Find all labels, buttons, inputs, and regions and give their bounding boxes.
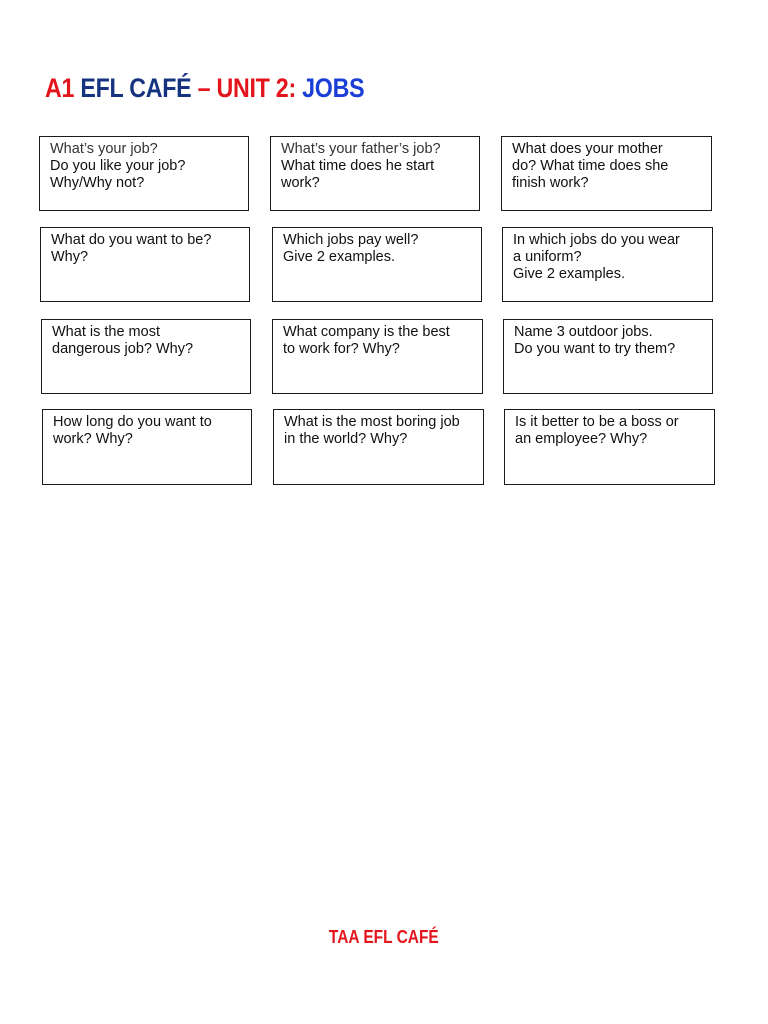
card-line: What does your mother xyxy=(512,141,663,157)
card-line: Is it better to be a boss or xyxy=(515,414,679,430)
title-topic: JOBS xyxy=(302,73,365,103)
question-card xyxy=(270,136,480,211)
card-line: finish work? xyxy=(512,175,589,191)
question-card xyxy=(273,409,484,485)
card-line: a uniform? xyxy=(513,249,582,265)
card-line: dangerous job? Why? xyxy=(52,341,194,357)
card-line: What do you want to be? xyxy=(51,232,212,248)
card-line: How long do you want to xyxy=(53,414,212,430)
question-card xyxy=(272,319,483,394)
question-card xyxy=(42,409,252,485)
card-line: do? What time does she xyxy=(512,158,669,174)
question-card xyxy=(40,227,250,302)
question-card xyxy=(504,409,715,485)
card-line: What is the most xyxy=(52,324,160,340)
card-line: Which jobs pay well? xyxy=(283,232,419,248)
footer-brand xyxy=(0,925,768,949)
title-level: A1 xyxy=(45,73,75,103)
card-line: What time does he start xyxy=(281,158,435,174)
title-dash: – xyxy=(191,73,217,103)
page-title xyxy=(45,70,364,106)
card-line: In which jobs do you wear xyxy=(513,232,680,248)
card-line: work? xyxy=(281,175,320,191)
card-line: What company is the best xyxy=(283,324,450,340)
card-line: Why? xyxy=(51,249,89,265)
question-card xyxy=(503,319,713,394)
card-line: What is the most boring job xyxy=(284,414,460,430)
card-line: Give 2 examples. xyxy=(513,266,626,282)
card-line: to work for? Why? xyxy=(283,341,400,357)
title-brand: EFL CAFÉ xyxy=(80,73,192,103)
card-line: What’s your father’s job? xyxy=(281,141,441,157)
card-line: in the world? Why? xyxy=(284,431,408,447)
footer-text: TAA EFL CAFÉ xyxy=(329,927,439,947)
card-line: What’s your job? xyxy=(50,141,158,157)
card-line: Give 2 examples. xyxy=(283,249,396,265)
card-line: an employee? Why? xyxy=(515,431,648,447)
question-card xyxy=(502,227,713,302)
card-line: Do you want to try them? xyxy=(514,341,676,357)
card-line: Do you like your job? xyxy=(50,158,186,174)
card-line: work? Why? xyxy=(53,431,133,447)
question-card xyxy=(272,227,482,302)
card-line: Name 3 outdoor jobs. xyxy=(514,324,653,340)
card-line: Why/Why not? xyxy=(50,175,145,191)
question-card xyxy=(501,136,712,211)
question-card xyxy=(41,319,251,394)
title-unit: UNIT 2: xyxy=(216,73,296,103)
question-card xyxy=(39,136,249,211)
